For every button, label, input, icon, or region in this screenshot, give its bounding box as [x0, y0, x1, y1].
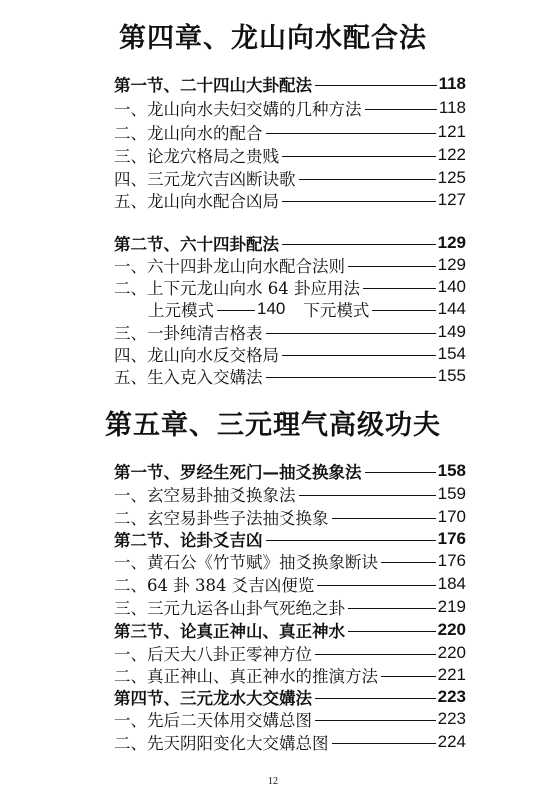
toc-entry[interactable] [114, 596, 466, 618]
dot-leader [282, 244, 436, 245]
toc-entry-label: 一、后天大八卦正零神方位 [114, 645, 312, 664]
toc-entry-section[interactable] [114, 232, 466, 254]
toc-entry-page: 176 [437, 529, 466, 548]
dot-leader [348, 266, 436, 267]
toc-entry-label: 二、先天阴阳变化大交媾总图 [114, 734, 329, 753]
toc-entry-page: 118 [438, 98, 466, 117]
toc-entry[interactable] [114, 343, 466, 365]
dot-leader [365, 472, 436, 473]
toc-entry-page: 129 [437, 233, 466, 252]
toc-entry-label: 四、三元龙穴吉凶断诀歌 [114, 170, 296, 189]
dot-leader [363, 288, 436, 289]
toc-entry[interactable] [114, 189, 466, 211]
dot-leader [315, 698, 436, 699]
toc-entry[interactable] [114, 365, 466, 387]
toc-entry-page: 219 [437, 597, 466, 616]
toc-entry-section[interactable] [114, 686, 466, 708]
toc-entry-page: 224 [437, 732, 466, 751]
toc-entry-page: 223 [437, 709, 466, 728]
toc-entry-label: 一、玄空易卦抽爻换象法 [114, 486, 296, 505]
toc-entry-page: 184 [437, 574, 466, 593]
toc-entry-section[interactable] [114, 619, 466, 641]
toc-entry[interactable] [114, 506, 466, 528]
toc-entry-label: 三、论龙穴格局之贵贱 [114, 147, 279, 166]
toc-entry-label: 第四节、三元龙水大交媾法 [114, 689, 312, 708]
dot-leader [299, 495, 436, 496]
toc-entry[interactable] [114, 573, 466, 595]
toc-entry[interactable] [114, 550, 466, 572]
dot-leader [381, 562, 436, 563]
toc-entry[interactable] [114, 121, 466, 143]
dot-leader [332, 743, 436, 744]
toc-entry-label: 第一节、二十四山大卦配法 [114, 76, 312, 95]
toc-entry-section[interactable] [114, 73, 466, 95]
toc-entry-label: 二、玄空易卦些子法抽爻换象 [114, 509, 329, 528]
toc-entry-label: 第三节、论真正神山、真正神水 [114, 622, 345, 641]
toc-entry-page: 118 [438, 74, 466, 93]
chapter-4-title: 第四章、龙山向水配合法 [119, 23, 427, 54]
toc-entry-page: 122 [437, 145, 466, 164]
toc-entry-page: 127 [437, 190, 466, 209]
toc-entry-page: 129 [437, 255, 466, 274]
toc-entry-page: 170 [437, 507, 466, 526]
toc-entry-label: 五、龙山向水配合凶局 [114, 192, 279, 211]
toc-entry-page: 140 [257, 299, 286, 318]
toc-entry-page: 149 [437, 322, 466, 341]
toc-entry-label: 二、64 卦 384 爻吉凶便览 [114, 576, 315, 595]
toc-entry-label: 五、生入克入交媾法 [114, 368, 263, 387]
toc-entry-label: 四、龙山向水反交格局 [114, 346, 279, 365]
toc-entry[interactable] [114, 167, 466, 189]
dot-leader [348, 608, 436, 609]
toc-entry[interactable] [114, 321, 466, 343]
dot-leader [266, 377, 436, 378]
dot-leader [315, 654, 436, 655]
dot-leader [372, 310, 435, 311]
toc-entry-page: 144 [437, 299, 466, 318]
toc-entry-label: 三、一卦纯清吉格表 [114, 324, 263, 343]
toc-entry-label: 上元模式 [148, 301, 214, 320]
toc-entry-label: 一、先后二天体用交媾总图 [114, 711, 312, 730]
toc-entry-page: 158 [437, 461, 466, 480]
dot-leader [348, 631, 436, 632]
toc-entry-page: 220 [437, 620, 466, 639]
toc-entry-label: 第二节、六十四卦配法 [114, 235, 279, 254]
toc-entry-section[interactable] [114, 460, 466, 482]
dot-leader [365, 109, 437, 110]
toc-entry-page: 176 [437, 551, 466, 570]
dot-leader [317, 585, 435, 586]
dot-leader [315, 720, 436, 721]
dot-leader [332, 518, 436, 519]
dot-leader [266, 133, 436, 134]
toc-entry[interactable] [114, 97, 466, 119]
toc-entry-label: 二、龙山向水的配合 [114, 124, 263, 143]
dot-leader [282, 201, 436, 202]
toc-entry-label: 二、真正神山、真正神水的推演方法 [114, 667, 378, 686]
dot-leader [217, 310, 255, 311]
toc-entry-page: 155 [437, 366, 466, 385]
dot-leader [266, 540, 436, 541]
toc-entry-page: 220 [437, 643, 466, 662]
dot-leader [266, 333, 436, 334]
dot-leader [282, 156, 436, 157]
toc-entry[interactable] [114, 708, 466, 730]
dot-leader [315, 85, 437, 86]
toc-entry[interactable] [114, 642, 466, 664]
toc-entry-label: 一、龙山向水夫妇交媾的几种方法 [114, 100, 362, 119]
toc-entry[interactable] [114, 144, 466, 166]
page-number: 12 [268, 776, 278, 787]
toc-entry[interactable] [114, 483, 466, 505]
chapter-5-title: 第五章、三元理气高级功夫 [105, 410, 441, 441]
toc-entry-page: 121 [437, 122, 466, 141]
dot-leader [282, 355, 436, 356]
toc-entry-label: 一、六十四卦龙山向水配合法则 [114, 257, 345, 276]
toc-entry-label: 下元模式 [303, 301, 370, 320]
toc-entry[interactable] [114, 276, 466, 298]
toc-entry-label: 一、黄石公《竹节赋》抽爻换象断诀 [114, 553, 378, 572]
toc-entry-split[interactable] [148, 298, 466, 320]
toc-entry-page: 159 [437, 484, 466, 503]
toc-entry-label: 二、上下元龙山向水 64 卦应用法 [114, 279, 360, 298]
toc-entry-page: 223 [437, 687, 466, 706]
toc-entry-label: 三、三元九运各山卦气死绝之卦 [114, 599, 345, 618]
toc-entry-page: 140 [437, 277, 466, 296]
toc-entry-label: 第二节、论卦爻吉凶 [114, 531, 263, 550]
dot-leader [381, 676, 436, 677]
dot-leader [299, 179, 436, 180]
toc-entry[interactable] [114, 664, 466, 686]
toc-entry[interactable] [114, 731, 466, 753]
toc-entry-page: 154 [437, 344, 466, 363]
toc-entry[interactable] [114, 254, 466, 276]
toc-entry-page: 221 [437, 665, 466, 684]
toc-entry-section[interactable] [114, 528, 466, 550]
toc-entry-page: 125 [437, 168, 466, 187]
toc-entry-label: 第一节、罗经生死门—抽爻换象法 [114, 463, 362, 482]
